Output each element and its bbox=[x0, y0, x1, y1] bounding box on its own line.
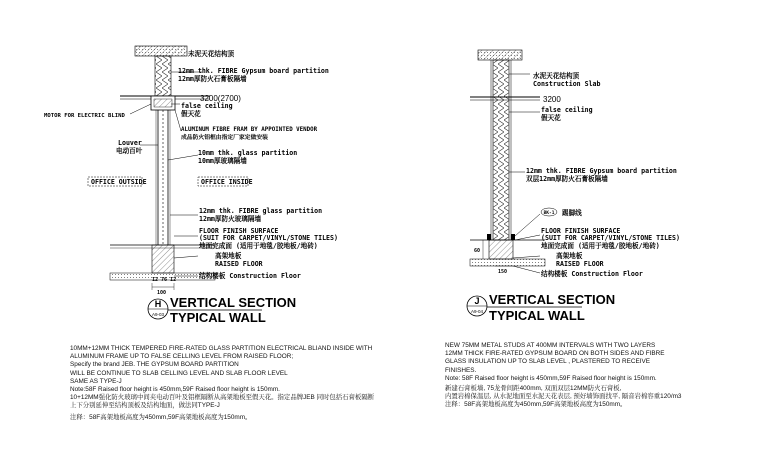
left-gypsum-en: 12mm thk. FIBRE Gypsum board partition bbox=[178, 67, 329, 75]
note-line: ALUMINUM FRAME UP TO FALSE CELLING LEVEL FROM RAISED FLOOR; bbox=[70, 353, 294, 361]
right-false-ceiling-cn: 假天花 bbox=[541, 114, 561, 122]
glass-cn: 10mm厚玻璃隔墙 bbox=[198, 157, 247, 165]
right-section bbox=[467, 50, 680, 323]
note-line: 注释：58F高架地板高度为450mm,59F高架地板高度为150mm。 bbox=[70, 413, 252, 421]
note-line: GLASS INSULATION UP TO SLAB LEVEL , PLASTERED TO RECEIVE bbox=[445, 358, 651, 366]
right-structure: 结构楼板 Construction Floor bbox=[541, 270, 643, 278]
note-line: 10+12MM强化防火玻璃中间夹电动百叶及铝框隔断从高架地板至假天花。指定品牌JEB 同时包括石膏板隔断 bbox=[70, 394, 375, 402]
left-structure: 结构楼板 Construction Floor bbox=[199, 272, 301, 280]
left-gypsum-cn: 12mm厚防火石膏板隔墙 bbox=[178, 75, 247, 83]
motor-label: MOTOR FOR ELECTRIC BLIND bbox=[44, 113, 125, 119]
right-false-ceiling-en: false ceiling bbox=[541, 106, 593, 114]
left-raised-cn: 高架地板 bbox=[215, 252, 242, 260]
left-false-ceiling-cn: 假天花 bbox=[181, 110, 201, 118]
note-line: 新建石膏板墙, 75龙骨间距400mm, 双面双层12MM防火石膏板, bbox=[445, 385, 622, 393]
left-dim-100: 100 bbox=[157, 290, 167, 296]
right-gypsum-en: 12mm thk. FIBRE Gypsum board partition bbox=[526, 167, 677, 175]
note-line: 10MM+12MM THICK TEMPERED FIRE-RATED GLASS PARTITION ELECTRICAL BLIAND INSIDE WITH bbox=[70, 345, 373, 352]
right-title-2: TYPICAL WALL bbox=[489, 308, 585, 323]
fibre-glass-en: 12mm thk. FIBRE glass partition bbox=[199, 207, 323, 215]
note-line: 内置岩棉保温层, 从水泥地面至水泥天花表层, 预好墙饰面找平, 隔音岩棉容重120/m3 bbox=[445, 393, 682, 401]
right-dimension: 3200 bbox=[543, 95, 561, 104]
note-line: 12MM THICK FIRE-RATED GYPSUM BOARD ON BOTH SIDES AND FIBRE bbox=[445, 350, 665, 358]
left-floor-finish-suit: (SUIT FOR CARPET/VINYL/STONE TILES) bbox=[199, 234, 338, 242]
notes-right bbox=[445, 342, 681, 410]
notes-left bbox=[70, 345, 374, 422]
right-raised-cn: 高架地板 bbox=[556, 252, 583, 260]
left-title-2: TYPICAL WALL bbox=[170, 310, 266, 325]
office-inside: OFFICE INSIDE bbox=[201, 178, 253, 186]
right-marker-ref: A9-04 bbox=[470, 309, 484, 314]
left-gypsum-upper bbox=[155, 56, 171, 96]
right-floor-finish-en: FLOOR FINISH SURFACE bbox=[541, 227, 621, 235]
left-false-ceiling-en: false ceiling bbox=[181, 102, 233, 110]
note-line: WILL BE CONTINUE TO SLAB CELLING LEVEL AND SLAB FLOOR LEVEL bbox=[70, 369, 288, 377]
left-marker-ref: A9-03 bbox=[151, 312, 165, 317]
fibre-glass-cn: 12mm厚防火玻璃隔墙 bbox=[199, 215, 262, 223]
left-top-label: 未泥天花结构顶 bbox=[188, 50, 235, 58]
right-raised-floor bbox=[489, 240, 513, 259]
note-line: Note:58F Raised floor height is 450mm,59F Raised floor height is 150mm. bbox=[70, 386, 280, 394]
right-marker-letter: J bbox=[474, 296, 480, 306]
right-top-en: Construction Slab bbox=[533, 80, 601, 88]
right-bottom-slab bbox=[470, 259, 545, 266]
left-raised-en: RAISED FLOOR bbox=[215, 260, 263, 268]
louver-cn: 电动百叶 bbox=[116, 147, 143, 155]
right-gypsum-wall bbox=[493, 60, 509, 240]
left-section bbox=[44, 46, 338, 325]
right-gypsum-cn: 双层12mm厚防火石膏板隔墙 bbox=[526, 175, 608, 183]
left-dimension: 3200(2700) bbox=[200, 94, 241, 103]
right-title-1: VERTICAL SECTION bbox=[489, 292, 616, 307]
right-dim-side: 60 bbox=[474, 248, 481, 254]
note-line: SAME AS TYPE-J bbox=[70, 377, 122, 385]
right-floor-finish-cn: 地面完成面 (适用于地毯/胶地板/地砖) bbox=[541, 242, 660, 250]
left-raised-floor bbox=[152, 245, 174, 273]
left-floor-finish-cn: 地面完成面 (适用于地毯/胶地板/地砖) bbox=[199, 242, 318, 250]
aluminum-en: ALUMINUM FIBRE FRAM BY APPOINTED VENDOR bbox=[181, 127, 318, 133]
note-line: Note: 58F Raised floor height is 450mm,59F Raised floor height is 150mm. bbox=[445, 374, 657, 382]
note-line: Specify the brand JEB. THE GYPSUM BOARD PARTITION bbox=[70, 361, 239, 369]
left-title-1: VERTICAL SECTION bbox=[170, 295, 297, 310]
louver-en: Louver bbox=[118, 139, 142, 147]
office-outside: OFFICE OUTSIDE bbox=[91, 178, 147, 186]
left-dims-bottom: 12 76 12 bbox=[152, 277, 177, 283]
note-line: FINISHES. bbox=[445, 366, 477, 374]
right-tag: BK-1 bbox=[543, 211, 555, 216]
note-line: 注释：58F高架地板高度为450mm,59F高架地板高度为150mm。 bbox=[445, 401, 627, 409]
right-raised-en: RAISED FLOOR bbox=[556, 260, 604, 268]
right-dim-150: 150 bbox=[498, 269, 508, 275]
left-marker-letter: H bbox=[154, 299, 162, 309]
note-line: 上下分别延伸至结构顶板及结构地面，做法同TYPE-J bbox=[70, 402, 220, 410]
skirting-cn: 踢脚线 bbox=[562, 209, 582, 217]
aluminum-cn: 成品防火铝框由指定厂家定做安装 bbox=[181, 135, 268, 141]
right-floor-finish-suit: (SUIT FOR CARPET/VINYL/STONE TILES) bbox=[541, 234, 680, 242]
left-floor-finish-en: FLOOR FINISH SURFACE bbox=[199, 227, 279, 235]
note-line: NEW 75MM METAL STUDS AT 400MM INTERVALS WITH TWO LAYERS bbox=[445, 342, 656, 349]
right-top-cn: 水泥天花结构顶 bbox=[533, 72, 580, 80]
glass-en: 10mm thk. glass partition bbox=[198, 149, 298, 157]
